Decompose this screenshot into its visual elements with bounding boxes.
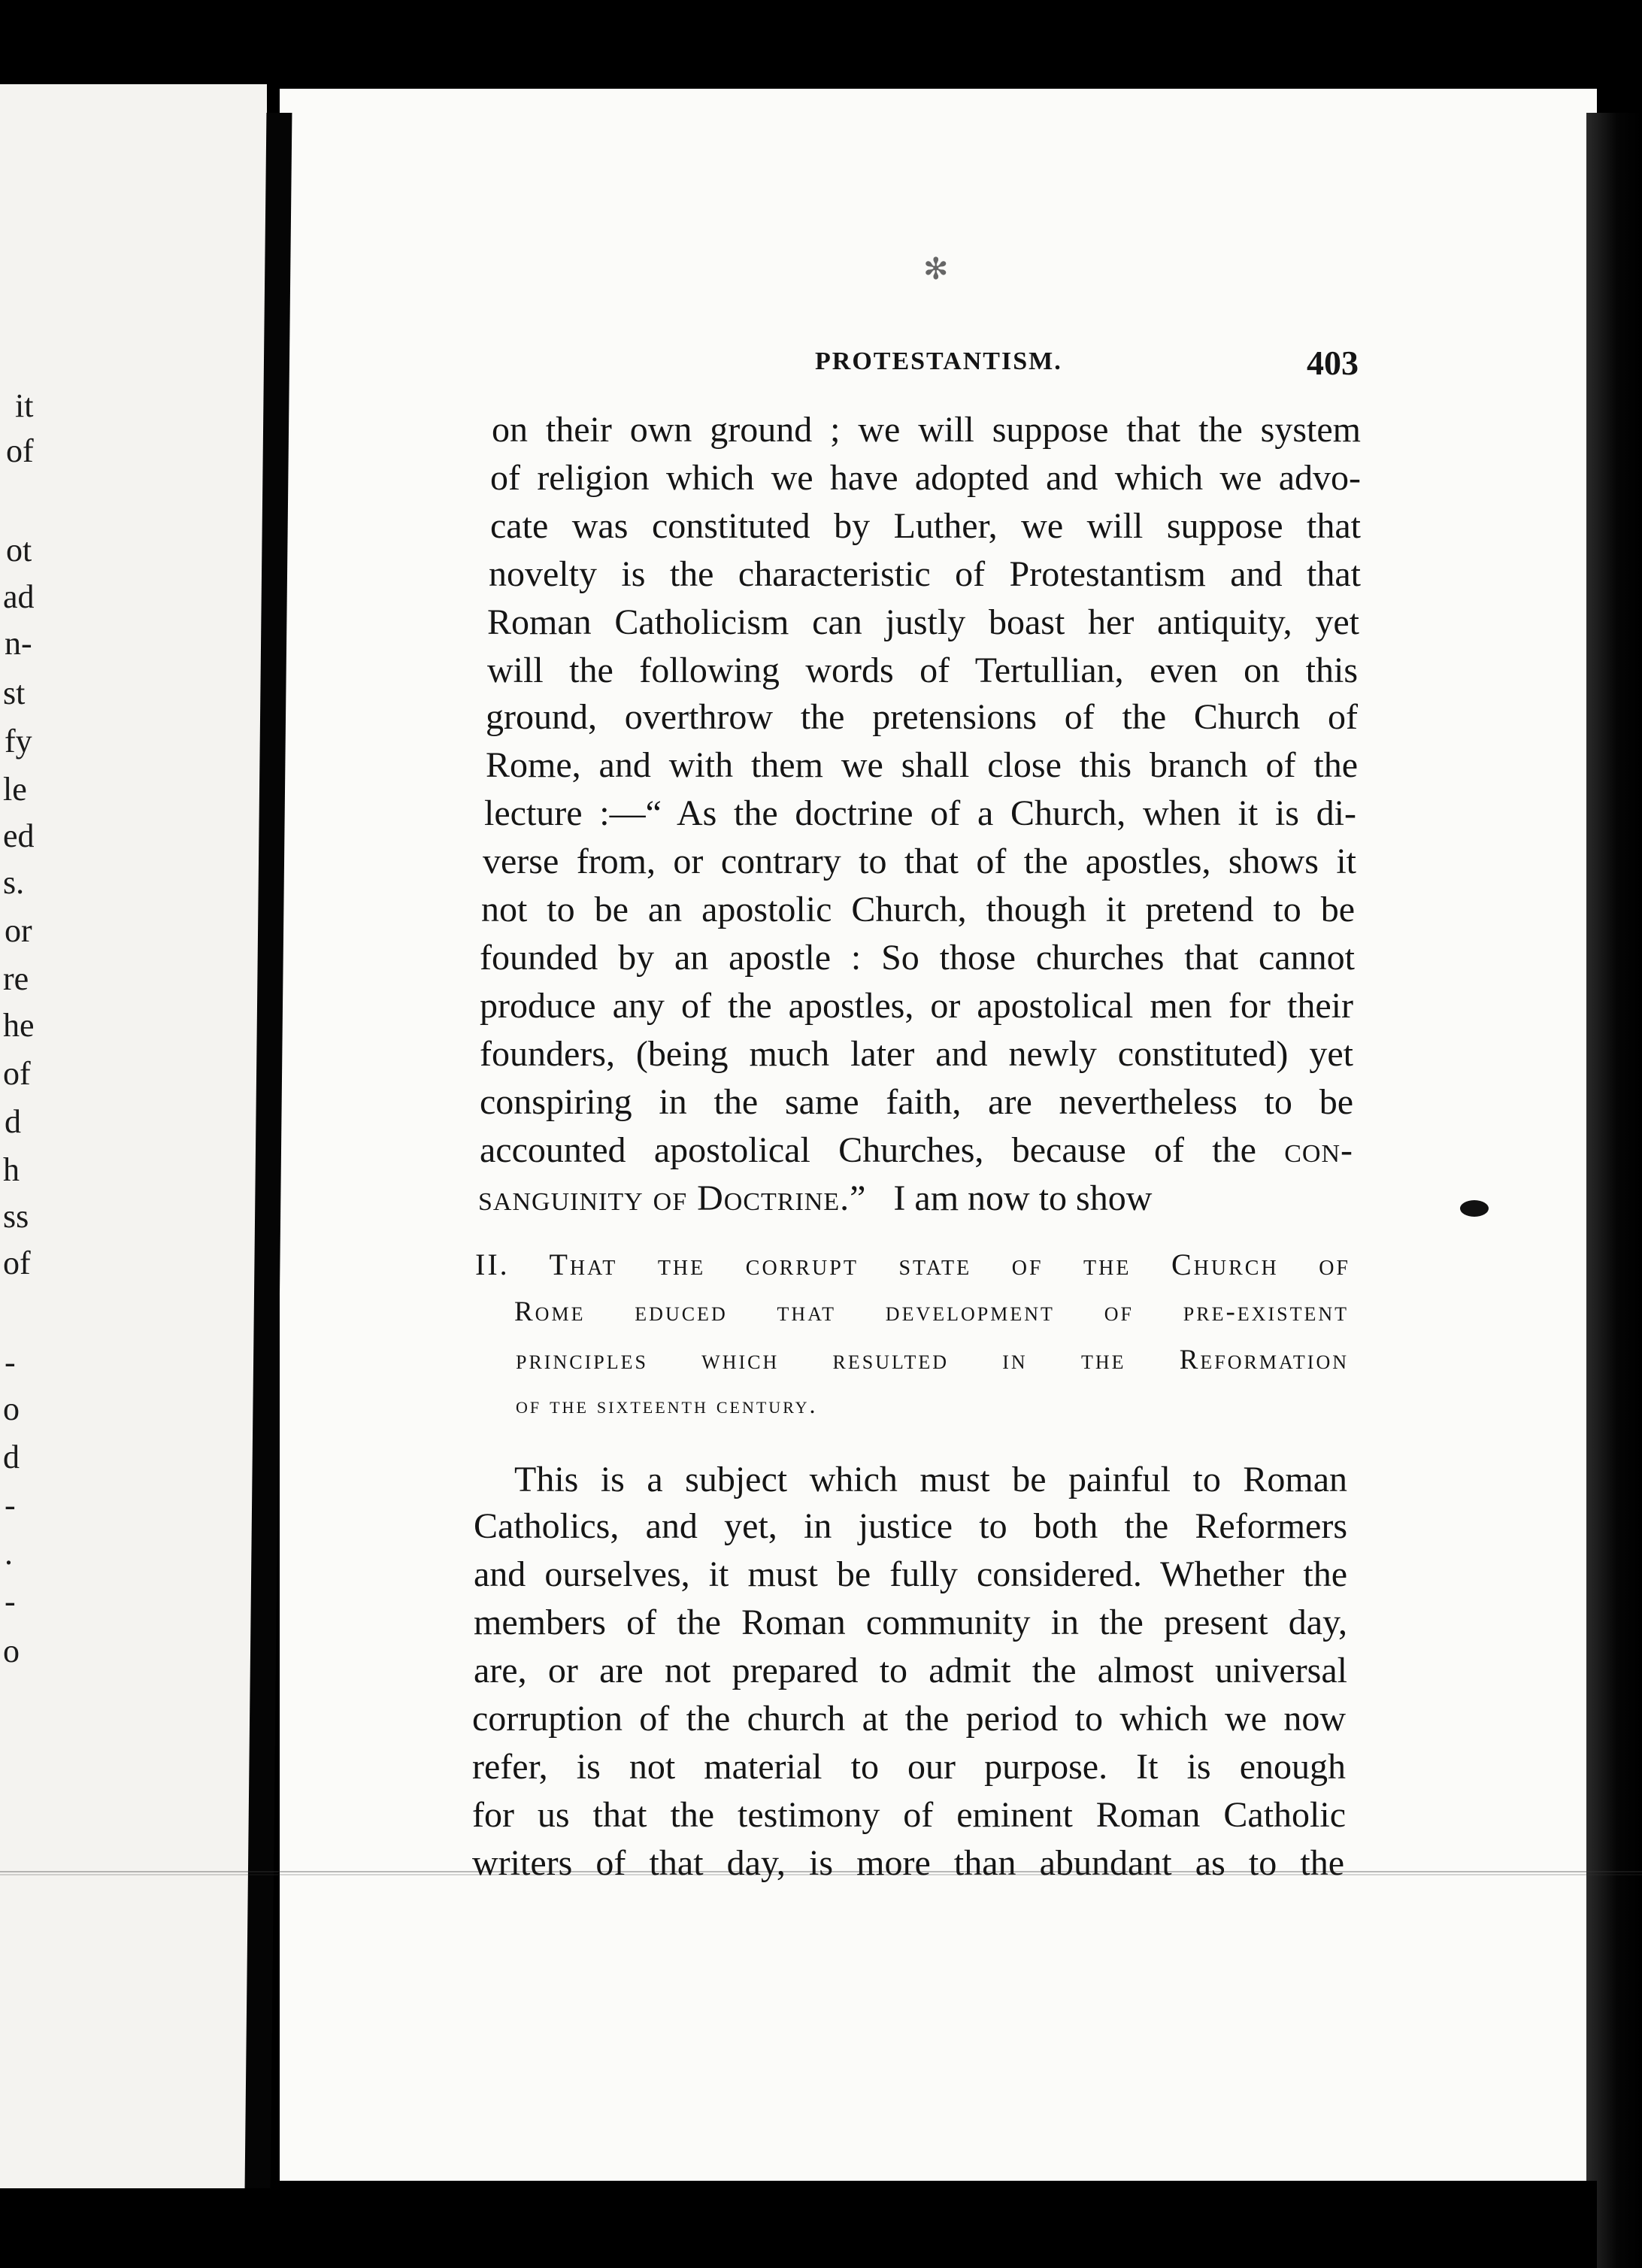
- text-line: cate was constituted by Luther, we will suppose that: [490, 506, 1361, 546]
- left-fragment: he: [3, 1007, 35, 1044]
- left-fragment: ot: [6, 532, 32, 569]
- heading-line: principles which resulted in the Reformation: [516, 1345, 1349, 1375]
- left-fragment: of: [3, 1055, 31, 1092]
- text-line: founders, (being much later and newly constituted) yet: [480, 1034, 1353, 1074]
- left-fragment: ed: [3, 817, 35, 854]
- page-number: 403: [1307, 344, 1359, 382]
- left-fragment: n-: [5, 625, 32, 662]
- text-line: novelty is the characteristic of Protestantism and that: [489, 554, 1361, 594]
- text-span: accounted apostolical Churches, because of the: [480, 1130, 1256, 1170]
- text-line: of religion which we have adopted and which we advo-: [490, 458, 1361, 498]
- left-fragment: ad: [3, 578, 35, 615]
- text-line: Rome, and with them we shall close this branch of the: [486, 745, 1358, 785]
- left-fragment: -: [5, 1344, 16, 1381]
- left-fragment: le: [3, 771, 27, 808]
- left-fragment: o: [3, 1390, 20, 1427]
- text-line: on their own ground ; we will suppose that the system: [492, 410, 1361, 450]
- text-line: corruption of the church at the period to which we now: [472, 1699, 1346, 1739]
- left-fragment: d: [3, 1439, 20, 1475]
- left-fragment: ss: [3, 1198, 29, 1235]
- heading-line: Rome educed that development of pre-existent: [514, 1296, 1349, 1327]
- text-line: will the following words of Tertullian, even on this: [487, 650, 1358, 690]
- text-line: conspiring in the same faith, are nevertheless to be: [480, 1082, 1353, 1122]
- text-line: lecture :—“ As the doctrine of a Church, when it is di-: [484, 793, 1356, 833]
- text-line: Catholics, and yet, in justice to both the Reformers: [474, 1506, 1347, 1546]
- left-fragment: o: [3, 1633, 20, 1669]
- left-page: [0, 84, 267, 2188]
- bottom-shadow: [280, 2181, 1597, 2268]
- text-line: [480, 1132, 1353, 1169]
- left-fragment: s.: [3, 864, 25, 901]
- heading-line: of the sixteenth century.: [516, 1391, 818, 1418]
- text-line: and ourselves, it must be fully considered. Whether the: [474, 1554, 1347, 1594]
- left-fragment: st: [3, 675, 26, 711]
- text-line: are, or are not prepared to admit the almost universal: [474, 1651, 1347, 1690]
- left-fragment: -: [5, 1583, 16, 1620]
- text-line: for us that the testimony of eminent Roman Catholic: [472, 1795, 1346, 1835]
- text-line: produce any of the apostles, or apostolical men for their: [480, 986, 1353, 1026]
- text-line: verse from, or contrary to that of the apostles, shows it: [483, 841, 1356, 881]
- left-fragment: it: [15, 387, 34, 424]
- ornament-mark: ✻: [923, 252, 949, 286]
- left-fragment: .: [5, 1535, 13, 1572]
- text-line: members of the Roman community in the present day,: [474, 1602, 1347, 1642]
- text-line: [478, 1178, 1230, 1218]
- left-fragment: or: [5, 912, 32, 949]
- left-fragment: of: [3, 1245, 31, 1281]
- text-line: writers of that day, is more than abundant as to the: [472, 1843, 1344, 1883]
- heading-line: II. That the corrupt state of the Church of: [475, 1248, 1350, 1281]
- small-caps-span: sanguinity of Doctrine.”: [478, 1178, 867, 1218]
- left-fragment: of: [6, 432, 34, 469]
- left-fragment: fy: [5, 723, 32, 760]
- ink-smudge: [1460, 1200, 1489, 1217]
- text-line: refer, is not material to our purpose. It is enough: [472, 1747, 1346, 1787]
- right-page-edge: [1586, 113, 1642, 2268]
- left-fragment: h: [3, 1151, 20, 1188]
- running-head: PROTESTANTISM.: [815, 347, 1062, 375]
- text-line: not to be an apostolic Church, though it pretend to be: [481, 890, 1355, 929]
- small-caps-span: con-: [1284, 1130, 1354, 1170]
- left-fragment: -: [5, 1487, 16, 1524]
- text-line: founded by an apostle : So those churches that cannot: [480, 938, 1355, 978]
- text-span: I am now to show: [893, 1178, 1153, 1218]
- text-line: Roman Catholicism can justly boast her antiquity, yet: [487, 602, 1359, 642]
- left-fragment: re: [3, 960, 29, 997]
- text-line: This is a subject which must be painful to Roman: [514, 1460, 1347, 1499]
- text-line: ground, overthrow the pretensions of the Church of: [486, 697, 1358, 737]
- left-fragment: d: [5, 1103, 21, 1140]
